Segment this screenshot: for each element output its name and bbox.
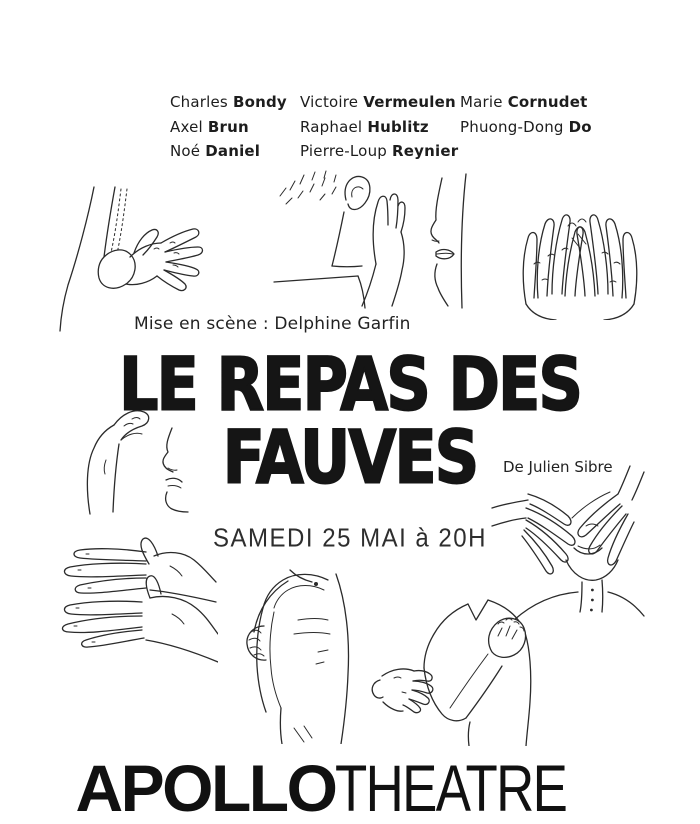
cast-member — [300, 115, 458, 140]
director-credit: Mise en scène : Delphine Garfin — [134, 314, 411, 334]
author-credit: De Julien Sibre — [503, 458, 613, 476]
cast-last-name: Vermeulen — [363, 93, 456, 111]
crossed-arm-fist-torso-illustration — [416, 594, 570, 746]
whisper-ear-and-lips-illustration — [272, 170, 472, 310]
poster-title-line-1: LE REPAS DES — [119, 341, 581, 428]
two-spread-hands-illustration — [46, 536, 218, 666]
small-open-hand-illustration — [368, 664, 436, 718]
poster-title-line-2: FAUVES — [222, 414, 478, 501]
cast-member — [300, 139, 458, 164]
cast-first-name: Phuong-Dong — [460, 117, 564, 136]
cast-last-name: Bondy — [232, 93, 287, 111]
cast-last-name: Daniel — [205, 142, 261, 160]
cast-last-name: Hublitz — [367, 117, 429, 136]
cast-member — [460, 115, 592, 140]
cast-first-name: Noé — [170, 142, 201, 160]
showtime-text: SAMEDI 25 MAI à 20H — [213, 524, 487, 554]
cast-first-name: Raphael — [300, 117, 363, 136]
cast-member — [300, 90, 458, 115]
cast-last-name: Cornudet — [507, 93, 588, 111]
cast-first-name: Charles — [170, 93, 228, 111]
cast-first-name: Pierre-Loup — [300, 142, 387, 160]
cast-column-3 — [460, 90, 592, 139]
sleeve-reaching-hand-illustration — [58, 185, 206, 333]
hand-and-face-profile-illustration — [72, 402, 198, 516]
cast-first-name: Axel — [170, 117, 203, 136]
cast-first-name: Marie — [460, 93, 503, 111]
venue-logo — [0, 750, 700, 824]
cast-last-name: Do — [568, 117, 592, 136]
apollo-wordmark: APOLLO — [75, 751, 336, 824]
theatre-wordmark: THEATRE — [335, 751, 567, 824]
cast-column-1 — [170, 90, 287, 164]
clasped-fingers-illustration — [512, 186, 648, 320]
cast-last-name: Brun — [207, 117, 249, 136]
cast-member — [170, 115, 287, 140]
cast-member — [460, 90, 592, 115]
cast-member — [170, 139, 287, 164]
cast-last-name: Reynier — [392, 142, 459, 160]
self-hug-back-illustration — [220, 568, 364, 744]
cast-first-name: Victoire — [300, 93, 359, 111]
cast-member — [170, 90, 287, 115]
cast-column-2 — [300, 90, 458, 164]
